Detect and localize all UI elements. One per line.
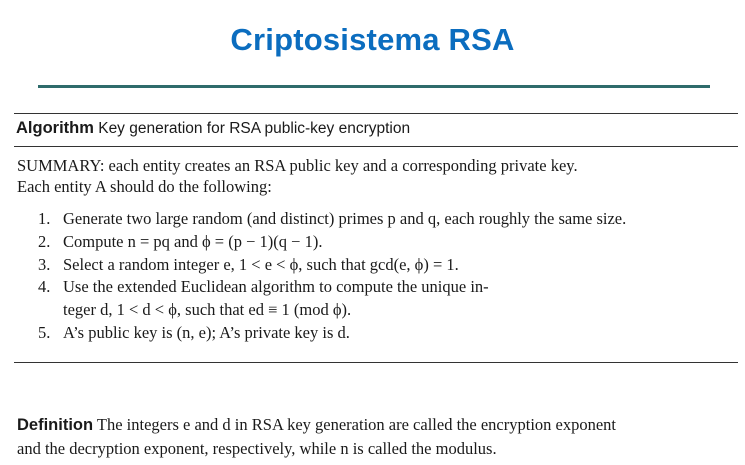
step-4 (38, 276, 626, 299)
algorithm-top-rule (14, 113, 738, 114)
step-3 (38, 254, 626, 277)
step-text: Use the extended Euclidean algorithm to compute the unique in- (63, 277, 489, 297)
step-number: 2. (38, 231, 51, 251)
summary-line-2: Each entity A should do the following: (17, 177, 272, 196)
step-text: Generate two large random (and distinct) primes p and q, each roughly the same size. (63, 209, 627, 228)
slide-title: Criptosistema RSA (230, 22, 515, 57)
step-number: 5. (38, 322, 51, 342)
definition-block (17, 413, 616, 461)
step-2 (38, 231, 626, 254)
step-text: Select a random integer e, 1 < e < ϕ, such that gcd(e, ϕ) = 1. (63, 254, 459, 274)
step-5 (38, 322, 626, 345)
algorithm-summary (17, 155, 578, 197)
step-text: teger d, 1 < d < ϕ, such that ed ≡ 1 (mod ϕ). (63, 300, 352, 320)
algorithm-bottom-rule (14, 362, 738, 363)
algorithm-heading: Key generation for RSA public-key encryption (93, 120, 411, 137)
summary-line-1: SUMMARY: each entity creates an RSA public key and a corresponding private key. (17, 156, 578, 175)
algorithm-header (16, 119, 410, 138)
definition-keyword: Definition (17, 416, 94, 434)
definition-line-1 (17, 413, 616, 437)
definition-line-2: and the decryption exponent, respectively, while n is called the modulus. (17, 439, 497, 458)
step-text: Compute n = pq and ϕ = (p − 1)(q − 1). (63, 231, 323, 251)
step-number: 1. (38, 209, 51, 228)
definition-text-1: The integers e and d in RSA key generation are called the encryption exponent (93, 415, 617, 434)
algorithm-keyword: Algorithm (16, 119, 94, 137)
algorithm-header-rule (14, 146, 738, 147)
step-text: A’s public key is (n, e); A’s private key is d. (63, 322, 350, 342)
algorithm-steps (38, 208, 626, 345)
title-underline (38, 85, 710, 88)
step-4-continuation (38, 299, 626, 322)
step-number: 4. (38, 277, 51, 297)
step-number: 3. (38, 254, 51, 274)
step-1 (38, 208, 626, 231)
